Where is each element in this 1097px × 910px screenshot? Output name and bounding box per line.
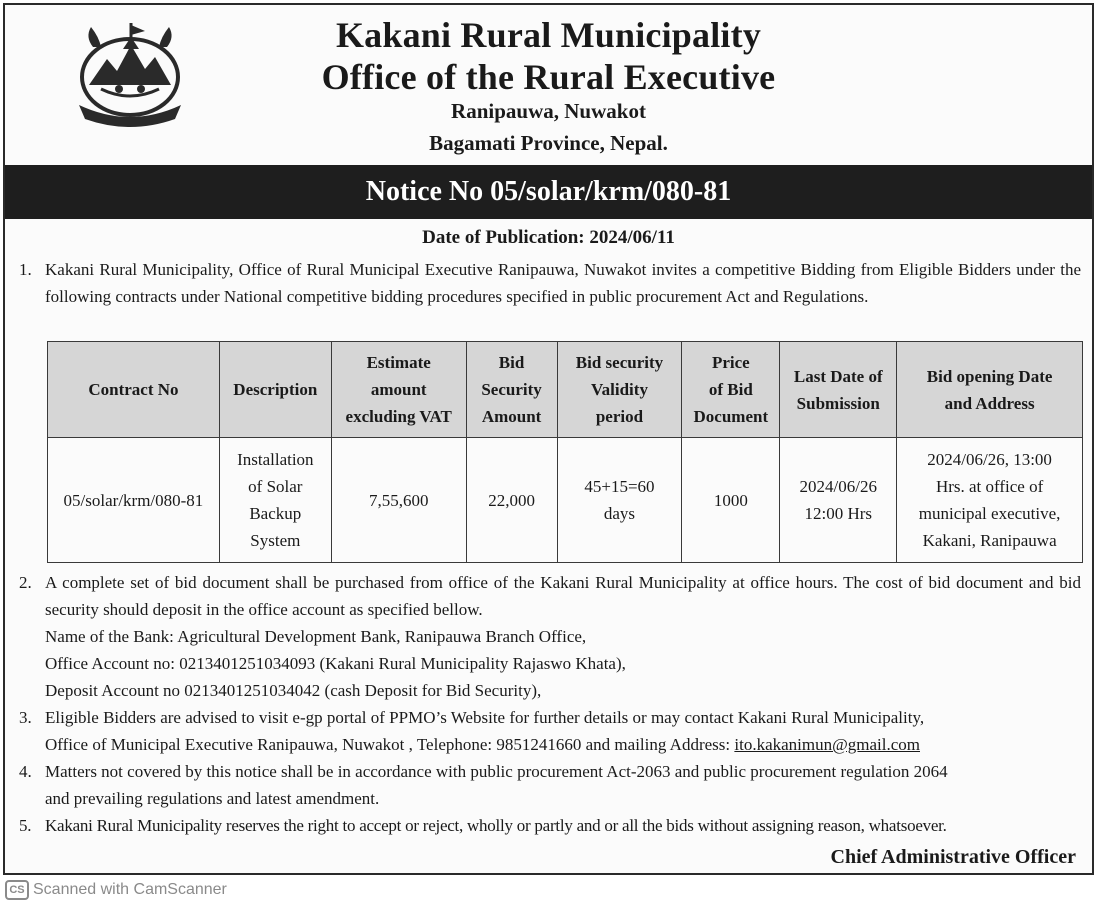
paragraph-text: and prevailing regulations and latest amendment.: [45, 789, 380, 808]
address-line-2: Bagamati Province, Nepal.: [429, 131, 668, 155]
paragraph-number: 4.: [19, 762, 32, 781]
table-header-cell: [219, 342, 331, 438]
header-text: Amount: [481, 407, 542, 426]
cell-text: days: [603, 504, 636, 523]
table-header-cell: [466, 342, 557, 438]
header-text: Security: [481, 380, 542, 399]
header-text: Validity: [590, 380, 648, 399]
cell-text: 45+15=60: [584, 477, 655, 496]
bid-table: [47, 341, 1083, 563]
cell-text: Backup: [249, 504, 302, 523]
paragraph-number: 1.: [19, 260, 32, 279]
cell-text: 2024/06/26, 13:00: [927, 450, 1052, 469]
paragraph-4: [19, 758, 1081, 812]
paragraph-text: Kakani Rural Municipality reserves the right to accept or reject, wholly or partly and or all the bids without assigning reason, whatsoever.: [45, 816, 947, 835]
cell-text: of Solar: [248, 477, 303, 496]
header-text: Last Date of: [793, 366, 883, 386]
header-text: Price: [711, 353, 750, 372]
paragraph-3: [19, 704, 1081, 758]
cell-text: 7,55,600: [368, 490, 429, 510]
header-text: Bid: [498, 353, 525, 372]
cell-text: Installation: [237, 450, 314, 469]
table-cell: [780, 438, 897, 563]
cell-text: municipal executive,: [918, 504, 1061, 523]
table-cell: [897, 438, 1083, 563]
paragraph-2: [19, 569, 1081, 704]
table-header-cell: [331, 342, 466, 438]
table-cell: [466, 438, 557, 563]
table-header-cell: [780, 342, 897, 438]
header-text: period: [595, 407, 644, 426]
table-row: [48, 438, 1083, 563]
header-text: excluding VAT: [345, 407, 452, 426]
cell-text: Hrs. at office of: [935, 477, 1044, 496]
cell-text: System: [250, 531, 301, 550]
notice-document: [3, 3, 1094, 875]
header-text: amount: [370, 380, 427, 399]
table-header-cell: [897, 342, 1083, 438]
header-text: Description: [233, 380, 318, 399]
organization-name: Kakani Rural Municipality: [335, 15, 762, 55]
header-text: and Address: [944, 393, 1035, 413]
paragraph-text: A complete set of bid document shall be purchased from office of the Kakani Rural Municipality at office hours. The cost of bid document and bid security should deposit in the office account as specified bellow.: [45, 573, 1081, 619]
contact-line: [45, 731, 1081, 758]
cell-text: 05/solar/krm/080-81: [63, 490, 204, 510]
paragraph-number: 5.: [19, 816, 32, 835]
table-cell: [331, 438, 466, 563]
table-header-cell: [557, 342, 682, 438]
paragraph-text: Matters not covered by this notice shall be in accordance with public procurement Act-2063 and public procurement regulation 2064: [45, 762, 948, 781]
cell-text: 2024/06/26: [799, 477, 877, 496]
contact-text: Office of Municipal Executive Ranipauwa, Nuwakot , Telephone: 9851241660 and mailing Address:: [45, 735, 735, 754]
header-text: Bid security: [575, 353, 664, 372]
paragraph-text: Eligible Bidders are advised to visit e-gp portal of PPMO’s Website for further details or may contact Kakani Rural Municipality,: [45, 708, 925, 727]
paragraph-text: Kakani Rural Municipality, Office of Rural Municipal Executive Ranipauwa, Nuwakot invites a competitive Bidding from Eligible Bidders under the following contracts under National competitive bidding procedures specified in public procurement Act and Regulations.: [45, 260, 1081, 306]
table-header-cell: [682, 342, 780, 438]
deposit-account: Deposit Account no 0213401251034042 (cash Deposit for Bid Security),: [45, 681, 542, 700]
header-text: Submission: [796, 393, 880, 413]
header-text: of Bid: [708, 380, 753, 399]
notice-header: [5, 5, 1092, 165]
table-header-cell: [48, 342, 220, 438]
paragraph-5: [19, 812, 1081, 839]
table-cell: [219, 438, 331, 563]
header-text: Contract No: [88, 380, 179, 399]
cell-text: 12:00 Hrs: [804, 504, 873, 523]
cell-text: 22,000: [488, 490, 535, 510]
address-line-1: Ranipauwa, Nuwakot: [451, 99, 646, 123]
watermark-text: Scanned with CamScanner: [33, 881, 227, 898]
paragraph-1: [19, 256, 1081, 310]
notice-title: Notice No 05/solar/krm/080-81: [5, 165, 1092, 219]
signature-title: Chief Administrative Officer: [830, 846, 1076, 868]
cell-text: Kakani, Ranipauwa: [922, 531, 1057, 550]
table-cell: [557, 438, 682, 563]
table-cell: [48, 438, 220, 563]
header-text: Document: [693, 407, 769, 426]
table-header-row: [48, 342, 1083, 438]
email-link[interactable]: ito.kakanimun@gmail.com: [734, 735, 920, 754]
office-name: Office of the Rural Executive: [321, 57, 776, 97]
camscanner-watermark: [5, 880, 227, 902]
table-cell: [682, 438, 780, 563]
camscanner-logo-icon: CS: [5, 880, 29, 900]
cell-text: 1000: [713, 490, 748, 510]
paragraph-number: 2.: [19, 573, 32, 592]
publication-date: Date of Publication: 2024/06/11: [422, 227, 675, 248]
header-text: Estimate: [366, 353, 431, 372]
header-text: Bid opening Date: [926, 366, 1053, 386]
office-account: Office Account no: 0213401251034093 (Kakani Rural Municipality Rajaswo Khata),: [45, 654, 626, 673]
bank-name: Name of the Bank: Agricultural Development Bank, Ranipauwa Branch Office,: [45, 627, 587, 646]
paragraph-number: 3.: [19, 708, 32, 727]
